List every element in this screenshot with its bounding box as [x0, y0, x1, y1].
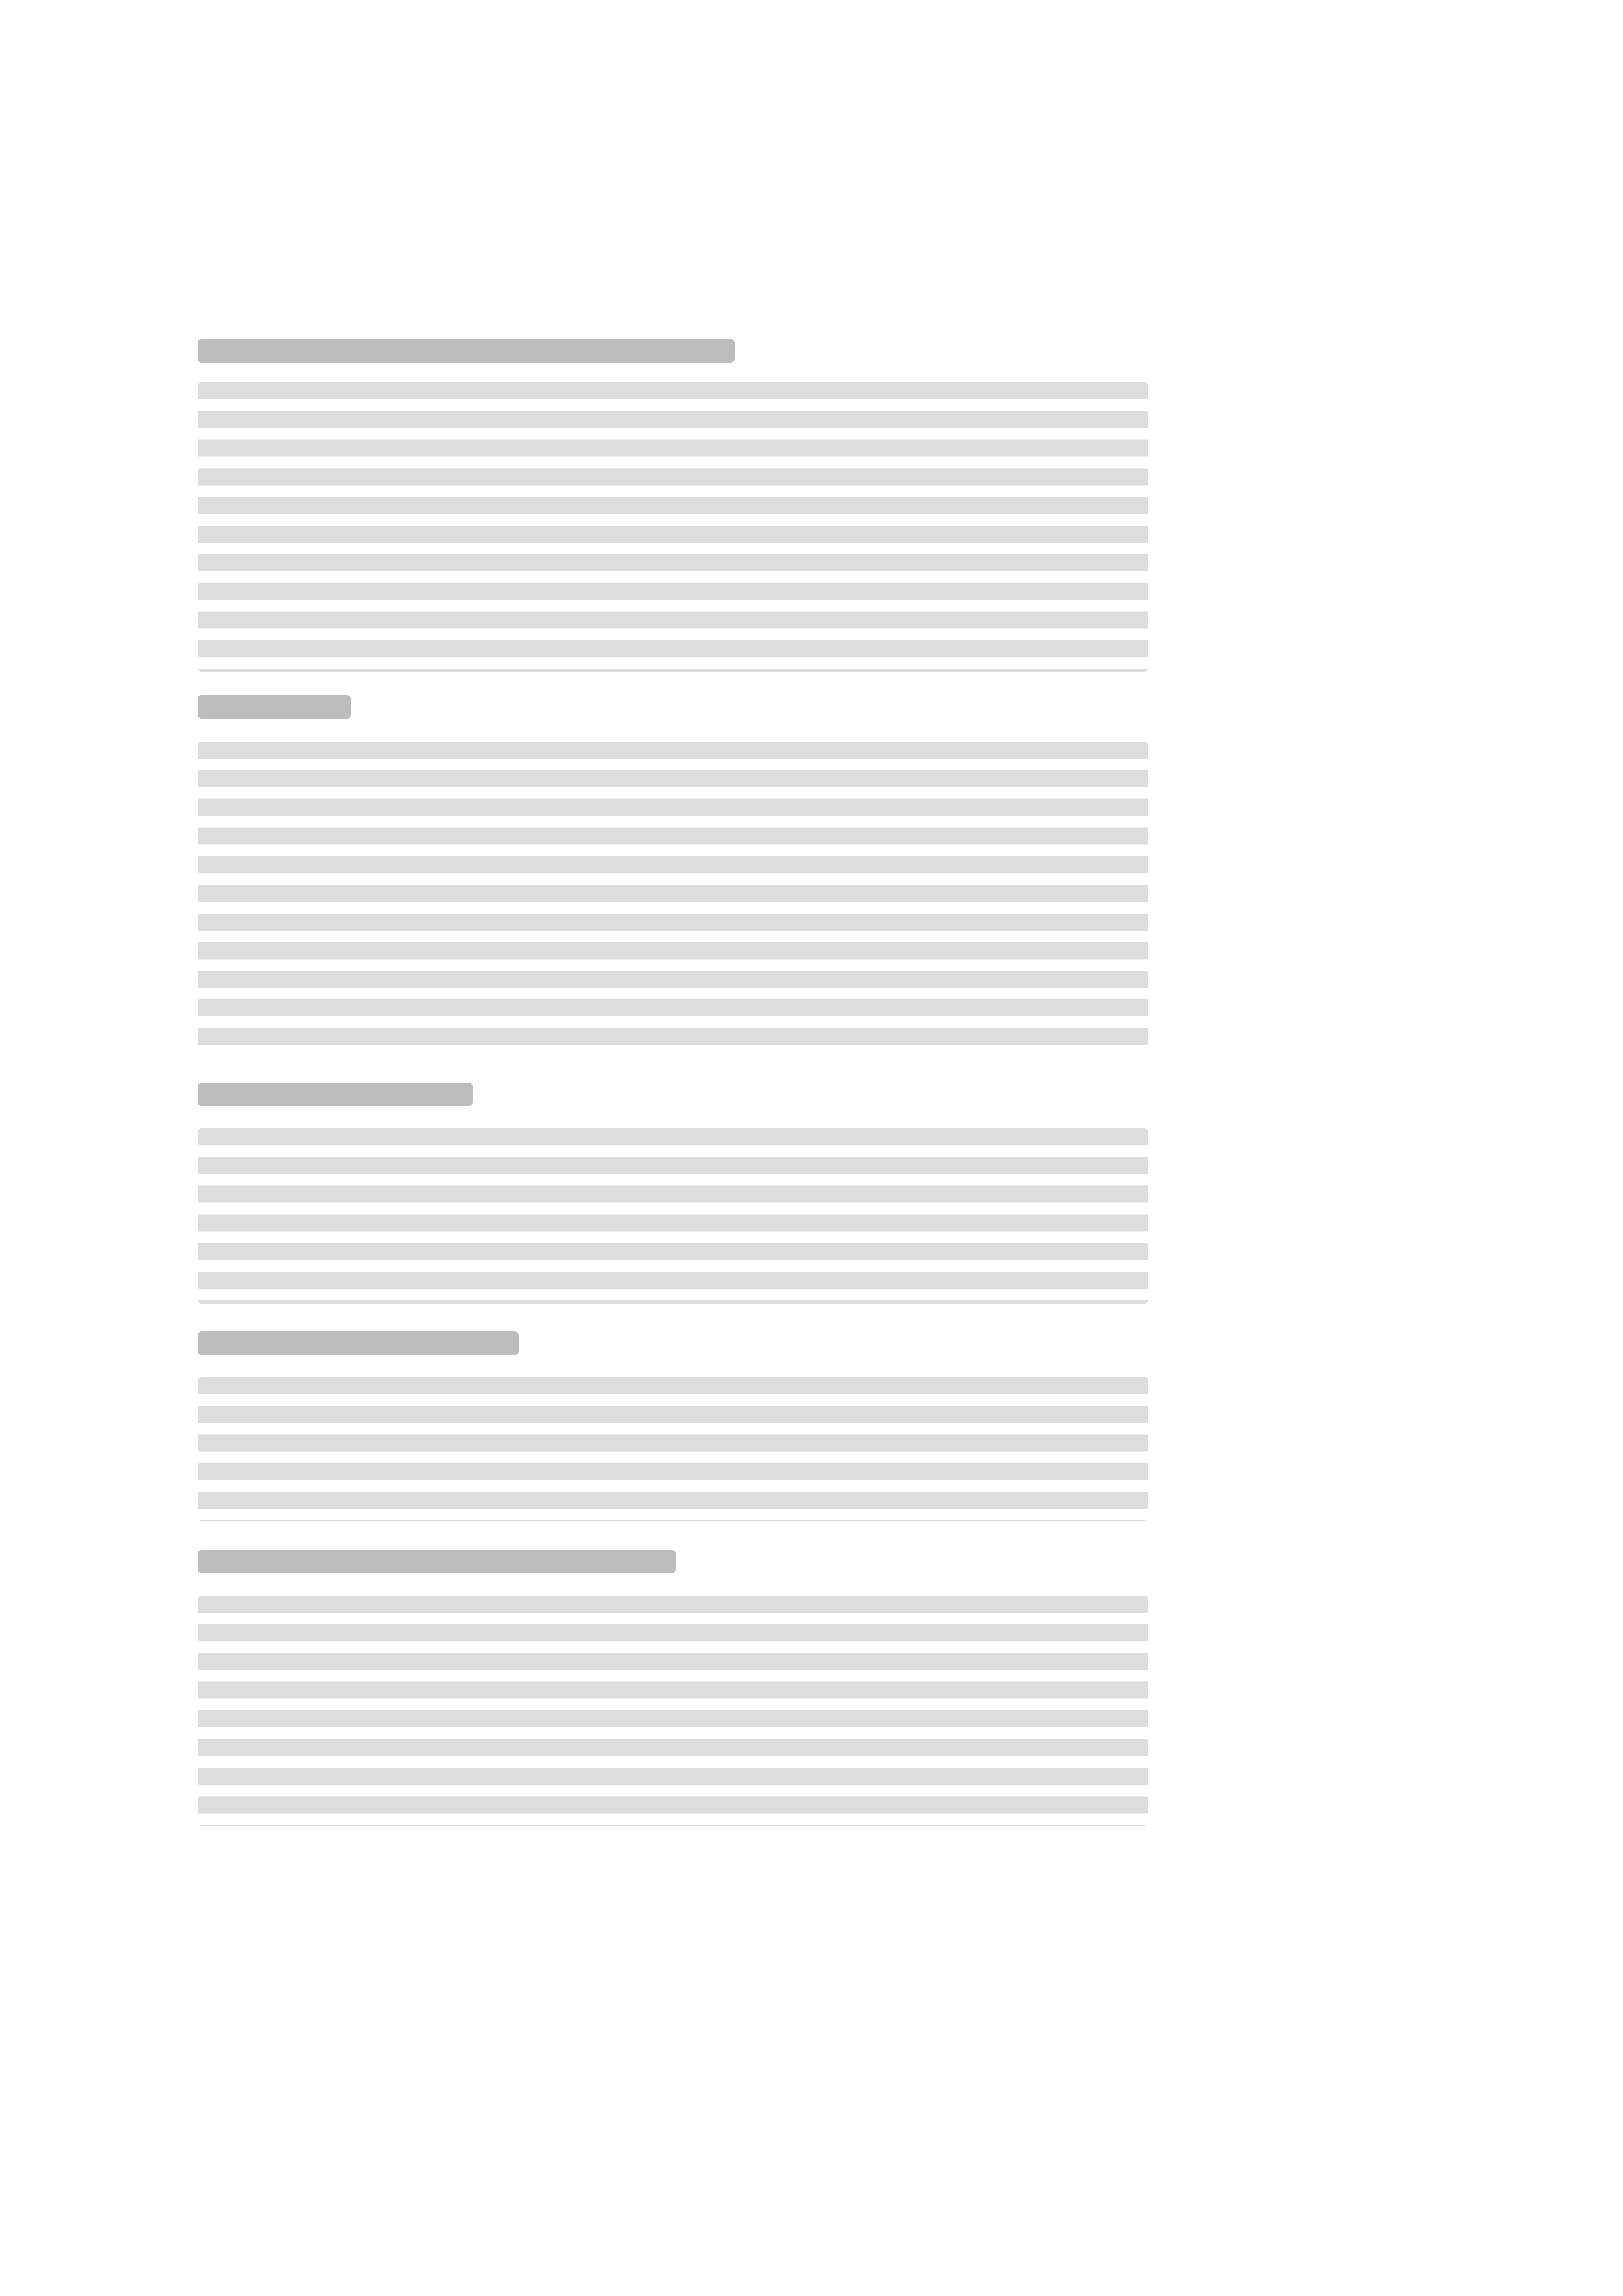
paragraph-1 — [198, 382, 1148, 672]
heading-5 — [198, 1550, 676, 1573]
heading-4 — [198, 1331, 519, 1355]
heading-1 — [198, 339, 735, 363]
paragraph-2 — [198, 742, 1148, 1056]
paragraph-3 — [198, 1128, 1148, 1304]
list-block — [198, 1596, 1148, 1826]
paragraph-4 — [198, 1377, 1148, 1521]
heading-3 — [198, 1083, 473, 1106]
heading-2 — [198, 695, 351, 719]
